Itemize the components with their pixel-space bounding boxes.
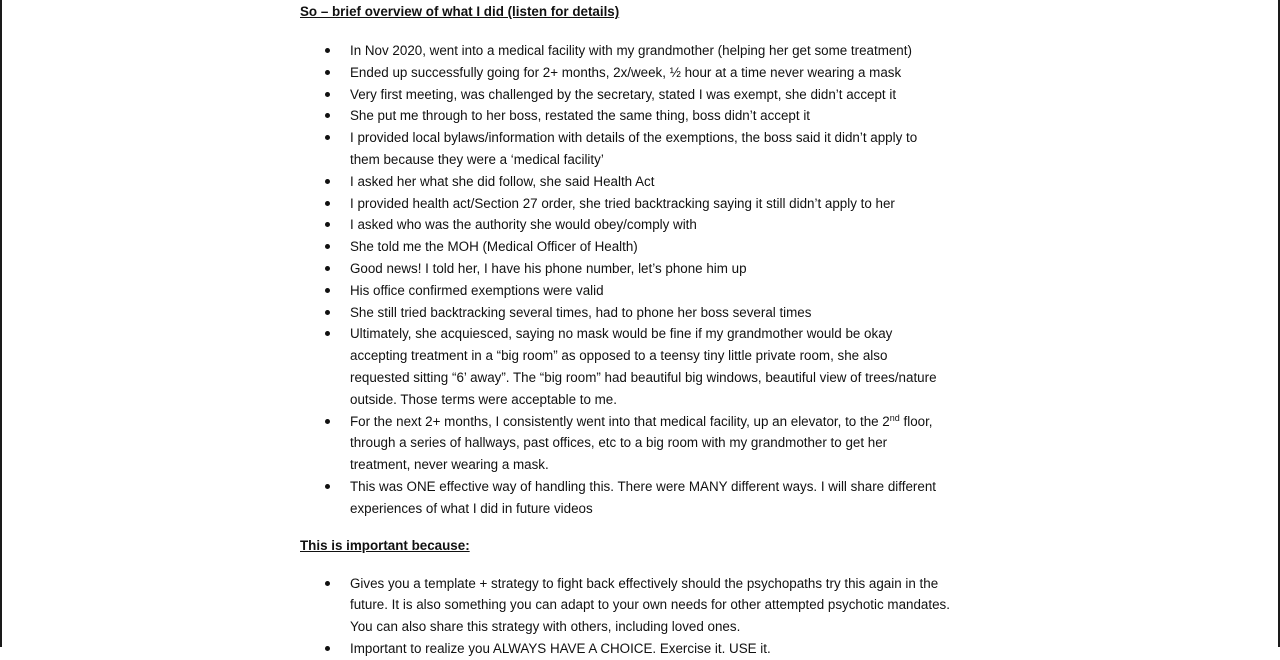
bullet-icon (325, 310, 330, 315)
document-content (300, 3, 960, 660)
list-item: She told me the MOH (Medical Officer of Health) (300, 236, 960, 258)
bullet-icon (325, 288, 330, 293)
bullet-icon (325, 484, 330, 489)
bullet-icon (325, 244, 330, 249)
list-item: Ultimately, she acquiesced, saying no mask would be fine if my grandmother would be okay accepting treatment in a “big room” as opposed to a teensy tiny little private room, she also requested sitting “6’ away”. The “big room” had beautiful big windows, beautiful view of trees/nature outside. Those terms were acceptable to me. (300, 323, 960, 410)
list-item: Ended up successfully going for 2+ months, 2x/week, ½ hour at a time never wearing a mask (300, 62, 960, 84)
list-item: I asked her what she did follow, she said Health Act (300, 171, 960, 193)
bullet-icon (325, 135, 330, 140)
bullet-icon (325, 222, 330, 227)
list-item: Very first meeting, was challenged by the secretary, stated I was exempt, she didn’t accept it (300, 84, 960, 106)
importance-heading: This is important because: (300, 537, 470, 553)
list-item: She put me through to her boss, restated the same thing, boss didn’t accept it (300, 105, 960, 127)
list-item: Important to realize you ALWAYS HAVE A CHOICE. Exercise it. USE it. (300, 638, 960, 660)
bullet-icon (325, 201, 330, 206)
list-item: For the next 2+ months, I consistently went into that medical facility, up an elevator, to the 2nd floor, through a series of hallways, past offices, etc to a big room with my grandmother to get her treatment, never wearing a mask. (300, 411, 960, 476)
list-item: I asked who was the authority she would obey/comply with (300, 214, 960, 236)
list-item: Gives you a template + strategy to fight back effectively should the psychopaths try this again in the future. It is also something you can adapt to your own needs for other attempted psychotic mandates. You can also share this strategy with others, including loved ones. (300, 573, 960, 638)
bullet-icon (325, 581, 330, 586)
list-item: In Nov 2020, went into a medical facility with my grandmother (helping her get some treatment) (300, 40, 960, 62)
bullet-icon (325, 113, 330, 118)
bullet-icon (325, 266, 330, 271)
list-item: Good news! I told her, I have his phone number, let’s phone him up (300, 258, 960, 280)
bullet-icon (325, 48, 330, 53)
bullet-icon (325, 70, 330, 75)
bullet-icon (325, 331, 330, 336)
bullet-icon (325, 92, 330, 97)
list-item: This was ONE effective way of handling this. There were MANY different ways. I will share different experiences of what I did in future videos (300, 476, 960, 520)
bullet-icon (325, 646, 330, 651)
overview-list (300, 40, 960, 520)
list-item: I provided local bylaws/information with details of the exemptions, the boss said it didn’t apply to them because they were a ‘medical facility’ (300, 127, 960, 171)
bullet-icon (325, 179, 330, 184)
bullet-icon (325, 419, 330, 424)
list-item: I provided health act/Section 27 order, she tried backtracking saying it still didn’t apply to her (300, 193, 960, 215)
overview-heading: So – brief overview of what I did (listen for details) (300, 4, 620, 19)
list-item: His office confirmed exemptions were valid (300, 280, 960, 302)
list-item: She still tried backtracking several times, had to phone her boss several times (300, 302, 960, 324)
importance-list (300, 573, 960, 660)
